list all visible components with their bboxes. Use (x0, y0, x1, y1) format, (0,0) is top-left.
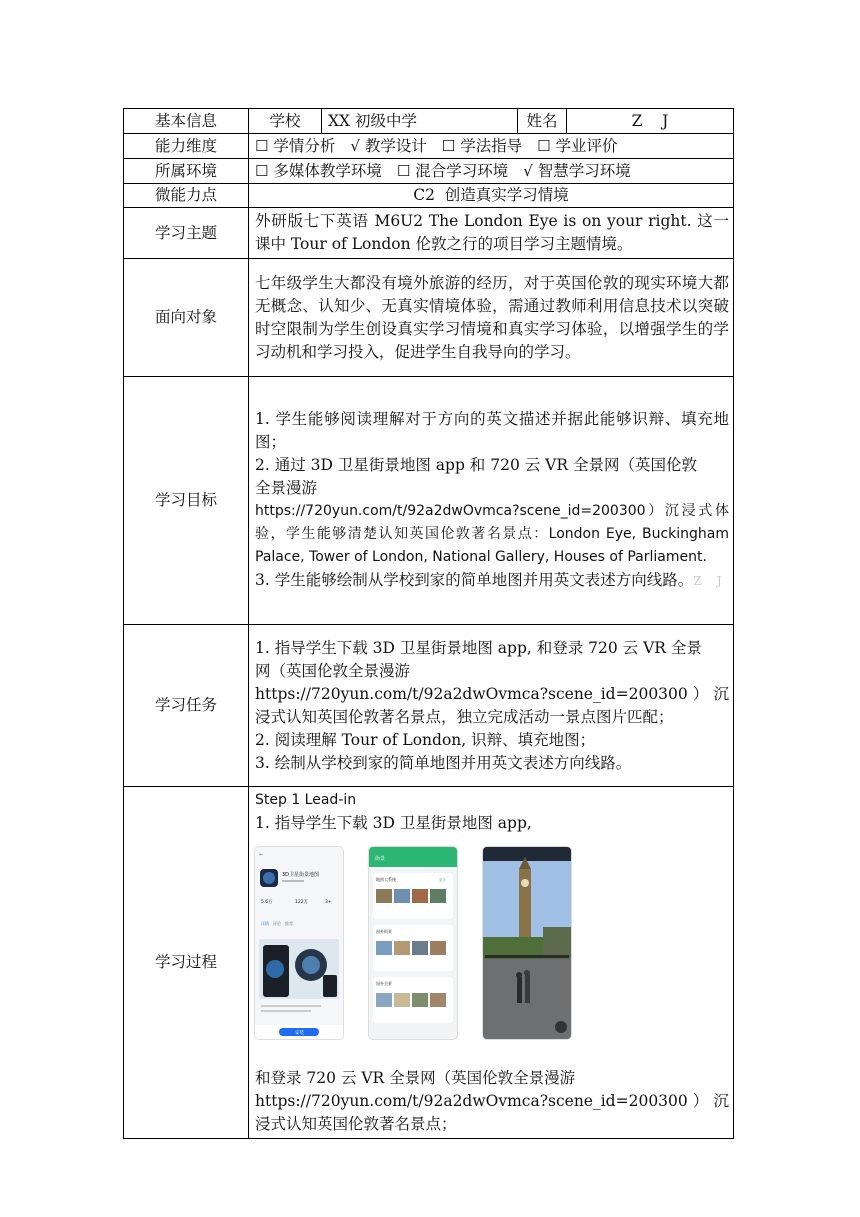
stat-2: 122万 (295, 900, 309, 905)
app-store-screenshot (255, 847, 343, 1039)
checkbox-icon: ☐ (255, 136, 269, 155)
tasks-label: 学习任务 (124, 625, 249, 787)
tab-1: 详情 (261, 921, 269, 926)
row-environment (124, 159, 734, 184)
row-goals (124, 377, 734, 625)
section-3: 国外全景 (376, 981, 392, 986)
stat-1: 5.6万 (261, 900, 273, 905)
environment-label: 所属环境 (124, 159, 249, 184)
big-ben-illustration (483, 847, 571, 1039)
audience-label: 面向对象 (124, 259, 249, 377)
street-view-list-screenshot (369, 847, 457, 1039)
micro-ability-label: 微能力点 (124, 184, 249, 208)
row-tasks (124, 625, 734, 787)
row-topic (124, 208, 734, 259)
stat-3: 3+ (325, 900, 332, 905)
app-screenshots (255, 835, 729, 1049)
topic-label: 学习主题 (124, 208, 249, 259)
tab-3: 推荐 (285, 921, 293, 926)
ability-options (249, 134, 734, 159)
section-1: 地图大系统 (376, 877, 396, 882)
goal-item-2: 2. 通过 3D 卫星街景地图 app 和 720 云 VR 全景网（英国伦敦 (255, 456, 697, 474)
big-ben-street-view-screenshot (483, 847, 571, 1039)
checkmark-icon: √ (350, 136, 360, 155)
row-ability (124, 134, 734, 159)
environment-option-1[interactable]: ☐ 多媒体教学环境 (255, 161, 382, 180)
environment-option-3[interactable]: √ 智慧学习环境 (523, 161, 631, 180)
process-line-3: https://720yun.com/t/92a2dwOvmca?scene_id=200300）沉浸式认知英国伦敦著名景点； (255, 1092, 729, 1133)
task-item-2: 2. 阅读理解 Tour of London, 识辩、填充地图； (255, 730, 596, 749)
goals-label: 学习目标 (124, 377, 249, 625)
more-1: 更多 (439, 878, 446, 882)
process-text (249, 787, 734, 1139)
goal-item-3: 3. 学生能够绘制从学校到家的简单地图并用英文表述方向线路。 (255, 571, 694, 589)
goal-item-2b: 全景漫游 (255, 479, 318, 497)
row-process (124, 787, 734, 1139)
topic-text: 外研版七下英语 M6U2 The London Eye is on your right. 这一课中 Tour of London 伦敦之行的项目学习主题情境。 (249, 208, 734, 259)
process-line-1: 1. 指导学生下载 3D 卫星街景地图 app, (255, 814, 532, 832)
ability-option-3[interactable]: ☐ 学法指导 (441, 136, 523, 155)
section-2: 国外街景 (376, 929, 392, 934)
checkmark-icon: √ (523, 161, 533, 180)
micro-ability-value: C2 创造真实学习情境 (249, 184, 734, 208)
tasks-text (249, 625, 734, 787)
goal-item-2c: https://720yun.com/t/92a2dwOvmca?scene_id=200300）沉浸式体验，学生能够清楚认知英国伦敦著名景点：London Eye, Buckingham Palace, Tower of London, National Gallery, Houses of Parliament. (255, 503, 729, 565)
step-title: Step 1 Lead-in (255, 792, 357, 808)
school-label: 学校 (249, 109, 322, 134)
name-value: Z J (567, 109, 734, 134)
ability-option-4[interactable]: ☐ 学业评价 (537, 136, 618, 155)
row-audience (124, 259, 734, 377)
checkbox-icon: ☐ (396, 161, 411, 180)
watermark-text: Z J (693, 574, 722, 588)
row-micro-ability (124, 184, 734, 208)
list-header: 街景 (375, 856, 386, 862)
street-view-list-illustration (369, 847, 457, 1039)
task-item-3: 3. 绘制从学校到家的简单地图并用英文表述方向线路。 (255, 753, 632, 772)
basic-info-label: 基本信息 (124, 109, 249, 134)
svg-text:←: ← (259, 852, 264, 858)
row-basic-info (124, 109, 734, 134)
goal-item-3-wrap (255, 569, 729, 593)
audience-text: 七年级学生大都没有境外旅游的经历，对于英国伦敦的现实环境大都无概念、认知少、无真实情境体验，需通过教师利用信息技术以突破时空限制为学生创设真实学习情境和真实学习体验，以增强学生的学习动机和学习投入，促进学生自我导向的学习。 (249, 259, 734, 377)
ability-label: 能力维度 (124, 134, 249, 159)
environment-options (249, 159, 734, 184)
goals-text (249, 377, 734, 625)
goal-item-1: 1. 学生能够阅读理解对于方向的英文描述并据此能够识辩、填充地图； (255, 410, 729, 451)
task-item-1b: 网（英国伦敦全景漫游 (255, 661, 411, 680)
install-label: 安装 (295, 1031, 304, 1036)
checkbox-icon: ☐ (537, 136, 551, 155)
ability-option-2[interactable]: √ 教学设计 (350, 136, 427, 155)
checkbox-icon: ☐ (441, 136, 456, 155)
ability-option-1[interactable]: ☐ 学情分析 (255, 136, 336, 155)
process-line-2: 和登录 720 云 VR 全景网（英国伦敦全景漫游 (255, 1069, 576, 1087)
lesson-design-form (123, 108, 734, 1139)
checkbox-icon: ☐ (255, 161, 269, 180)
environment-option-2[interactable]: ☐ 混合学习环境 (396, 161, 509, 180)
task-item-1c: https://720yun.com/t/92a2dwOvmca?scene_id=200300）沉浸式认知英国伦敦著名景点，独立完成活动一景点图片匹配； (255, 684, 729, 726)
app-name: 3D卫星街景地图 (282, 872, 320, 878)
process-label: 学习过程 (124, 787, 249, 1139)
app-store-illustration (255, 847, 343, 1039)
name-label: 姓名 (518, 109, 567, 134)
tab-2: 评论 (273, 921, 281, 926)
task-item-1: 1. 指导学生下载 3D 卫星街景地图 app, 和登录 720 云 VR 全景 (255, 638, 702, 657)
school-value: XX 初级中学 (322, 109, 518, 134)
